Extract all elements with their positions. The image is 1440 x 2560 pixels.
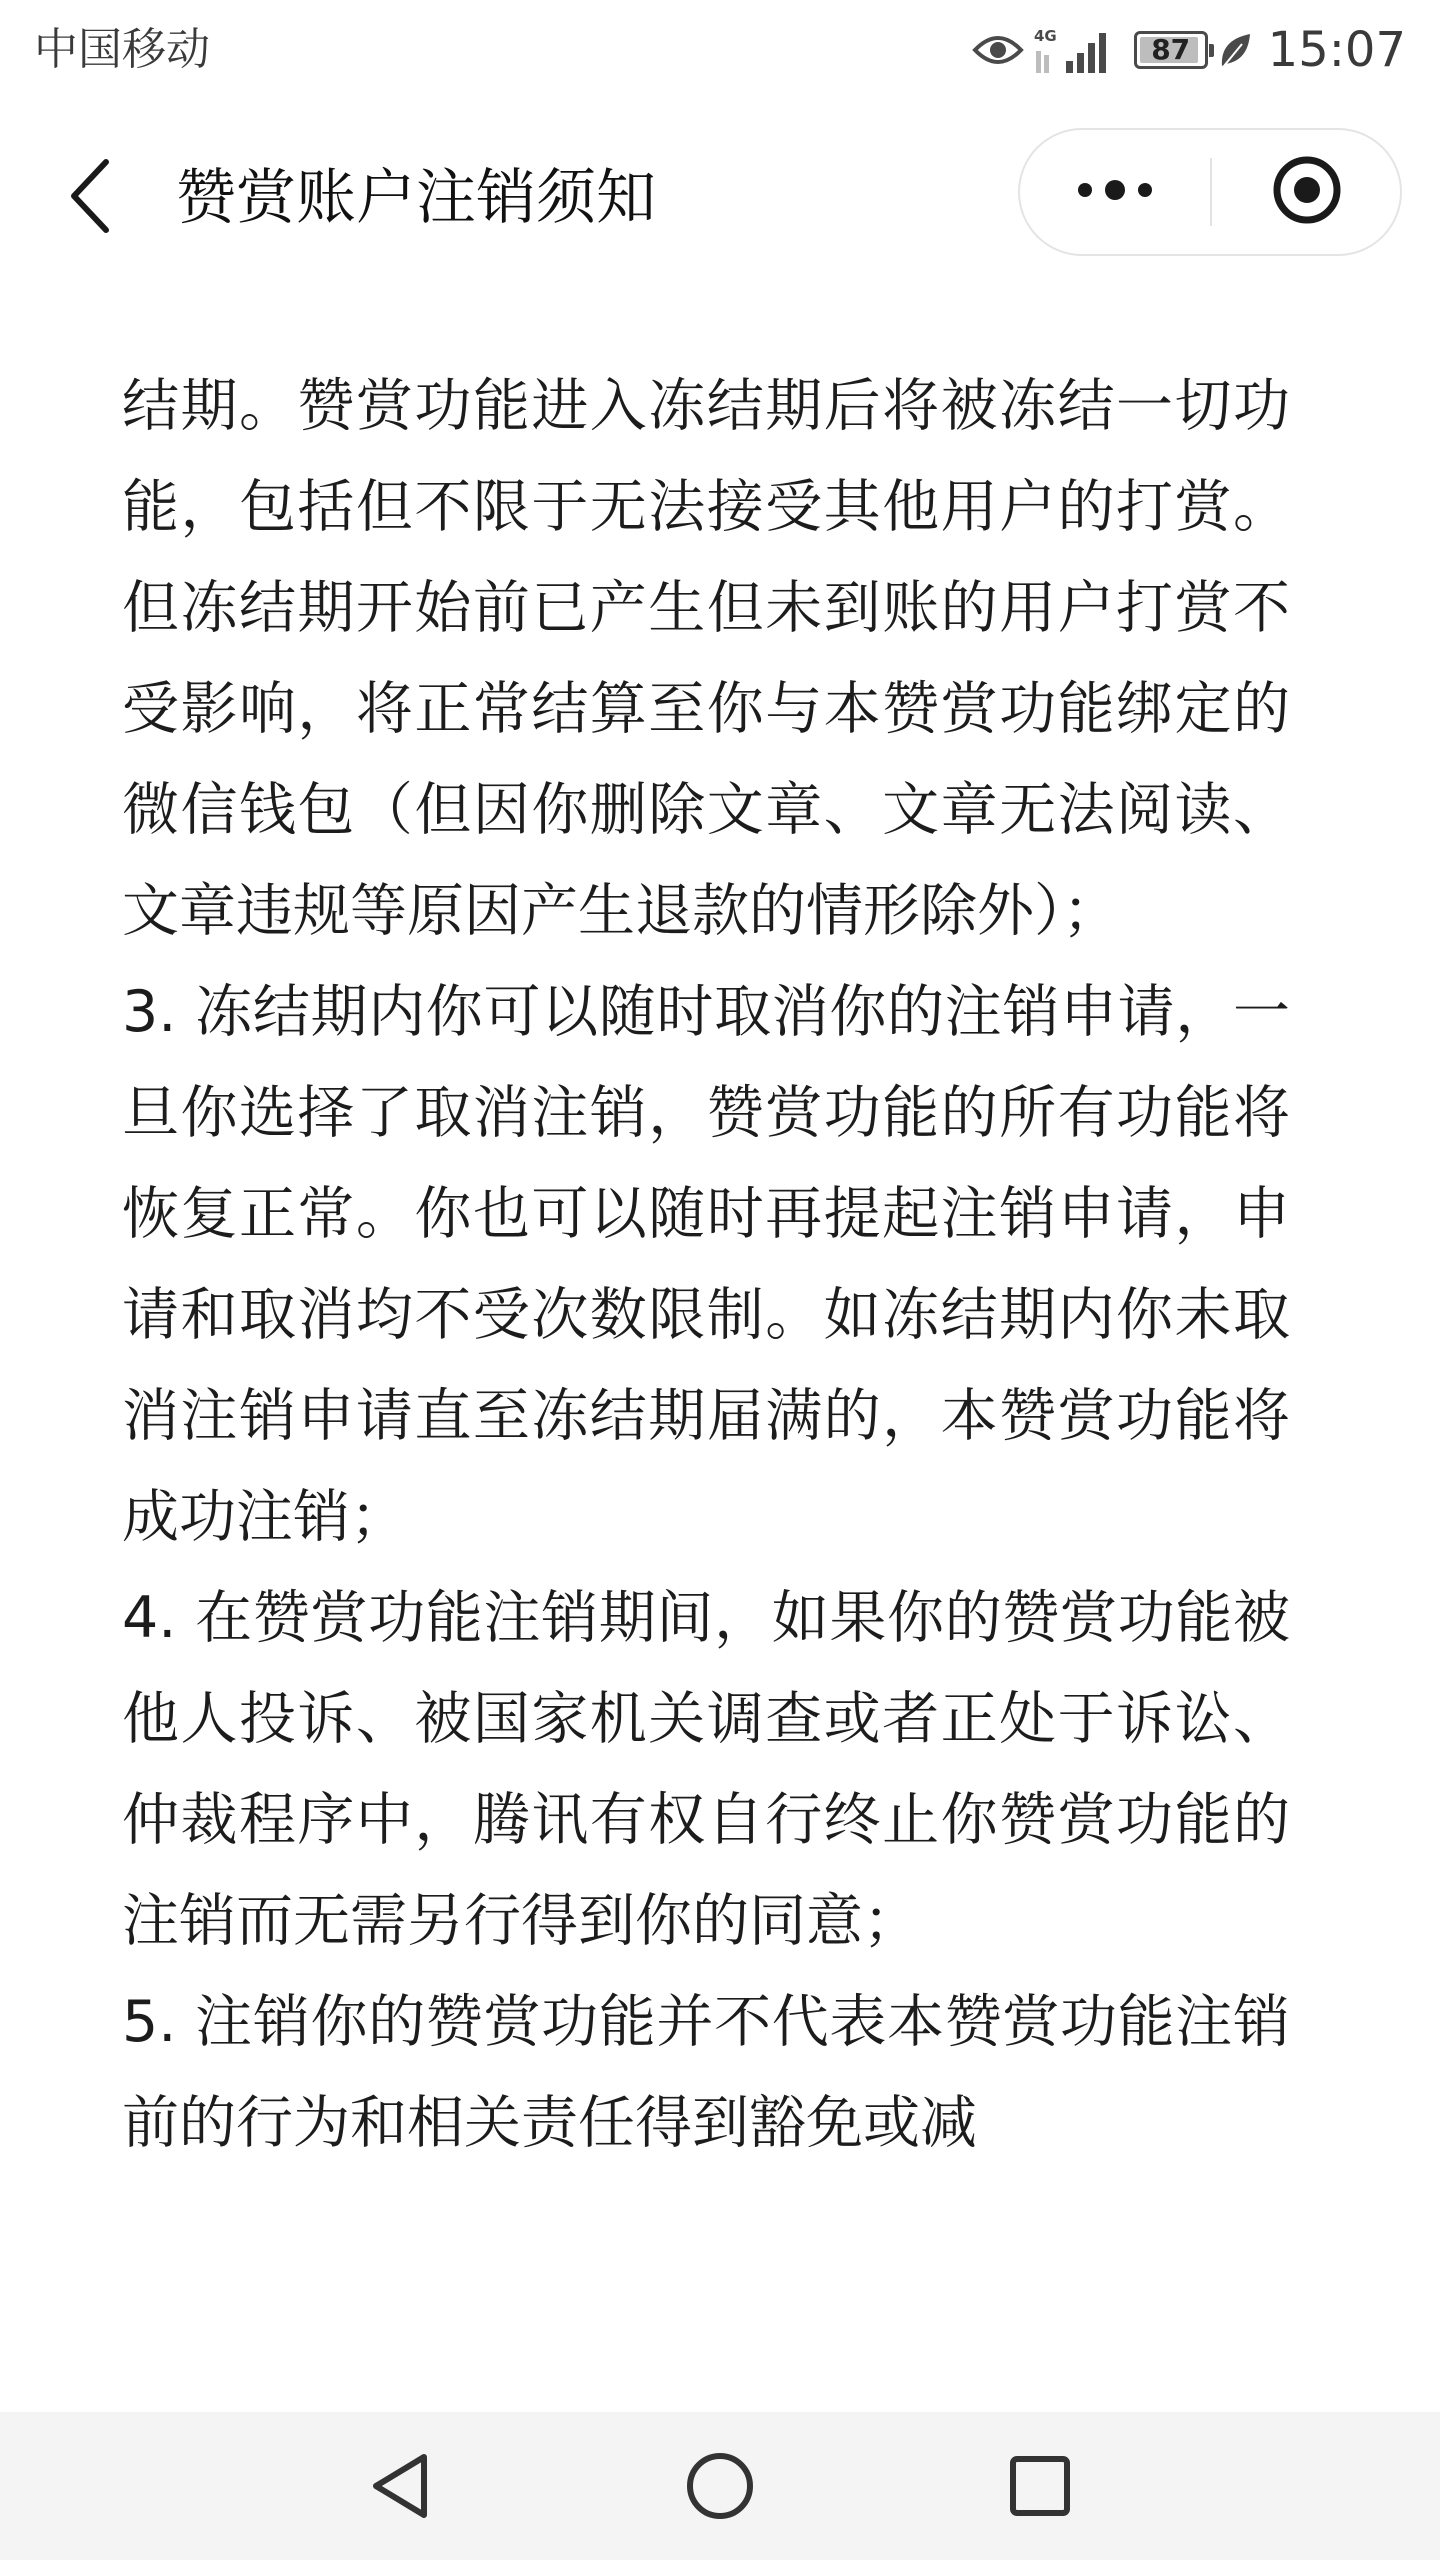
close-button[interactable] (1214, 130, 1400, 254)
eye-icon (972, 30, 1024, 70)
status-icons (972, 18, 1406, 82)
clock: 15:07 (1267, 22, 1406, 78)
power-saving-leaf-icon (1218, 30, 1252, 70)
nav-recent-button[interactable] (1000, 2448, 1080, 2528)
nav-recent-square-icon (1008, 2454, 1072, 2522)
mini-program-capsule (1018, 128, 1402, 256)
page-title: 赞赏账户注销须知 (176, 163, 656, 233)
back-button[interactable] (50, 148, 130, 248)
battery-level: 87 (1151, 33, 1191, 66)
nav-back-button[interactable] (360, 2448, 440, 2528)
more-dots-icon (1075, 180, 1155, 204)
nav-home-circle-icon (685, 2451, 755, 2525)
more-button[interactable] (1020, 130, 1210, 254)
nav-home-button[interactable] (680, 2448, 760, 2528)
article-paragraph-5: 5. 注销你的赞赏功能并不代表本赞赏功能注销前的行为和相关责任得到豁免或减 (122, 1989, 1290, 2156)
article-paragraph-4: 4. 在赞赏功能注销期间，如果你的赞赏功能被他人投诉、被国家机关调查或者正处于诉讼、仲裁程序中，腾讯有权自行终止你赞赏功能的注销而无需另行得到你的同意； (122, 1585, 1290, 1954)
target-close-icon (1271, 154, 1343, 230)
chevron-left-icon (68, 158, 112, 238)
nav-back-triangle-icon (368, 2451, 432, 2525)
article-paragraph-2-tail: 结期。赞赏功能进入冻结期后将被冻结一切功能，包括但不限于无法接受其他用户的打赏。但冻结期开始前已产生但未到账的用户打赏不受影响，将正常结算至你与本赞赏功能绑定的微信钱包（但因你删除文章、文章无法阅读、文章违规等原因产生退款的情形除外）； (122, 373, 1290, 944)
article-paragraph-3: 3. 冻结期内你可以随时取消你的注销申请，一旦你选择了取消注销，赞赏功能的所有功能将恢复正常。你也可以随时再提起注销申请，申请和取消均不受次数限制。如冻结期内你未取消注销申请直至冻结期届满的，本赞赏功能将成功注销； (122, 979, 1290, 1550)
signal-icon (1034, 25, 1116, 75)
capsule-divider (1210, 158, 1212, 226)
network-type-label: 4G (1033, 27, 1057, 45)
status-bar (0, 0, 1440, 100)
battery-icon (1134, 31, 1208, 69)
carrier-name: 中国移动 (34, 24, 210, 75)
content-scroll-area[interactable] (0, 290, 1440, 2412)
title-bar (0, 100, 1440, 290)
article-body (122, 356, 1290, 2174)
system-navigation-bar (0, 2412, 1440, 2560)
